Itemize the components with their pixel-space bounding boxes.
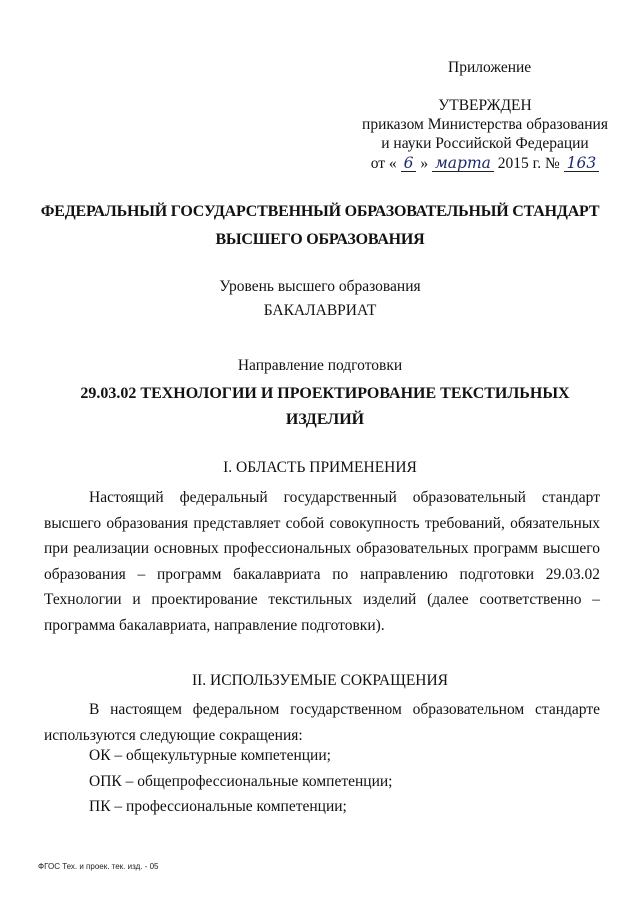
- level-label: Уровень высшего образования: [219, 278, 421, 295]
- direction-value: 29.03.02 ТЕХНОЛОГИИ И ПРОЕКТИРОВАНИЕ ТЕКСТИЛЬНЫХ ИЗДЕЛИЙ: [80, 385, 570, 428]
- order-line-1: приказом Министерства образования: [362, 116, 608, 133]
- section-1-title: I. ОБЛАСТЬ ПРИМЕНЕНИЯ: [223, 459, 417, 476]
- abbreviation-item: ОПК – общепрофессиональные компетенции;: [89, 773, 393, 790]
- title-line-2: ВЫСШЕГО ОБРАЗОВАНИЯ: [215, 231, 425, 248]
- section-2-intro: В настоящем федеральном государственном образовательном стандарте используются следующие сокращения:: [44, 701, 600, 744]
- page-footer: ФГОС Тех. и проек. тек. изд. - 05: [38, 862, 159, 871]
- abbreviation-item: ОК – общекультурные компетенции;: [89, 747, 331, 764]
- order-date-line: [360, 154, 610, 174]
- section-1-paragraph: Настоящий федеральный государственный образовательный стандарт высшего образования представляет собой совокупность требований, обязательных при реализации основных профессиональных образовательных программ высшего образования – программ бакалавриата по направлению подготовки 29.03.02 Технологии и проектирование текстильных изделий (далее соответственно – программа бакалавриата, направление подготовки).: [44, 489, 600, 634]
- direction-label: Направление подготовки: [237, 357, 403, 374]
- handwritten-day: 6: [401, 155, 417, 172]
- date-mid: »: [420, 155, 429, 172]
- date-prefix: от «: [370, 155, 397, 172]
- document-title: [40, 198, 600, 254]
- handwritten-number: 163: [564, 155, 600, 172]
- section-2-title: II. ИСПОЛЬЗУЕМЫЕ СОКРАЩЕНИЯ: [191, 672, 449, 689]
- level-value: БАКАЛАВРИАТ: [263, 302, 377, 319]
- abbreviation-item: ПК – профессиональные компетенции;: [89, 798, 347, 815]
- handwritten-month: марта: [432, 155, 494, 172]
- year-text: 2015 г. №: [497, 155, 560, 172]
- appendix-label: Приложение: [448, 59, 532, 76]
- approved-label: УТВЕРЖДЕН: [438, 97, 532, 114]
- title-line-1: ФЕДЕРАЛЬНЫЙ ГОСУДАРСТВЕННЫЙ ОБРАЗОВАТЕЛЬНЫЙ СТАНДАРТ: [40, 203, 600, 220]
- order-line-2: и науки Российской Федерации: [381, 135, 589, 152]
